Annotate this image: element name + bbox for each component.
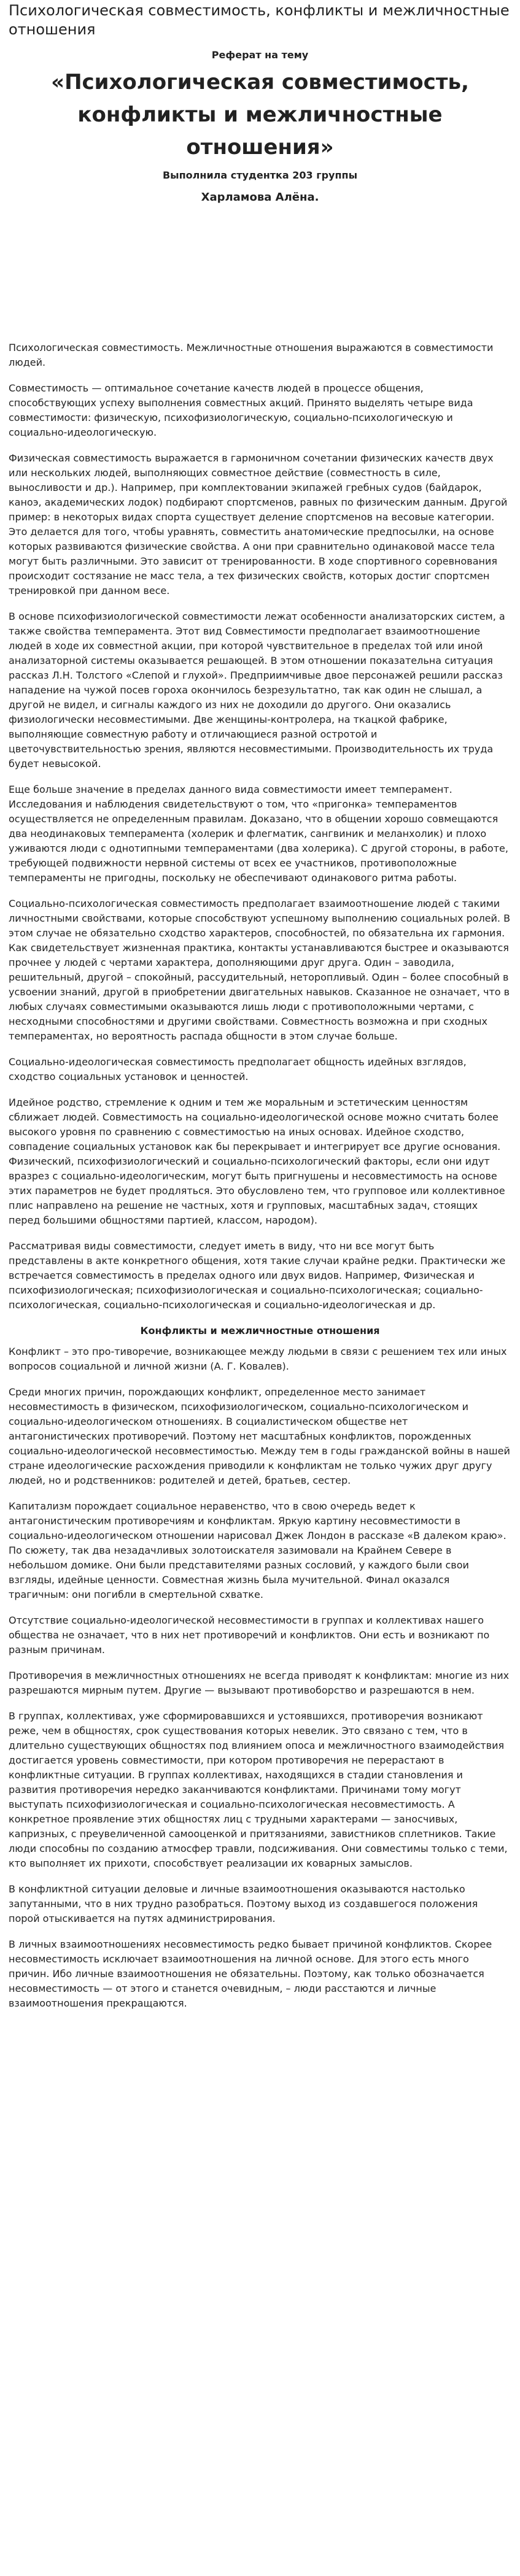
essay-performer: Выполнила студентка 203 группы <box>162 169 358 182</box>
page-title: Психологическая совместимость, конфликты и межличностные отношения <box>9 2 510 39</box>
paragraph: Социально-психологическая совместимость предполагает взаимоотношение людей с такими личностными свойствами, которые способствуют успешному выполнению социальных ролей. В этом случае не обязательно сходство характеров, способностей, по обязательна их гармония. Как свидетельствует жизненная практика, контакты устанавливаются быстрее и оказываются прочнее у людей с чертами характера, дополняющими друг друга. Один – заводила, решительный, другой – спокойный, рассудительный, неторопливый. Один – более способный в усвоении знаний, другой в приобретении двигательных навыков. Сказанное не означает, что в любых случаях совместимыми оказываются лишь люди с противоположными чертами, с несходными способностями и другими свойствами. Совместность возможна и при сходных темпераментах, но вероятность распада общности в этом случае больше. <box>9 898 511 1043</box>
paragraph: Физическая совместимость выражается в гармоничном сочетании физических качеств двух или нескольких людей, выполняющих совместное действие (совместность в силе, выносливости и др.). Например, при комплектовании экипажей гребных судов (байдарок, каноэ, академических лодок) подбирают спортсменов, равных по физическим данным. Другой пример: в некоторых видах спорта существует деление спортсменов на весовые категории. Это делается для того, чтобы уравнять, совместить анатомические предпосылки, на основе которых развиваются физические свойства. А они при сравнительно одинаковой массе тела могут быть различными. Это зависит от тренированности. В ходе спортивного соревнования происходит состязание не масс тела, а тех физических свойств, которых достиг спортсмен тренировкой при данном весе. <box>9 452 508 597</box>
paragraph: В конфликтной ситуации деловые и личные взаимоотношения оказываются настолько запутанными, что в них трудно разобраться. Поэтому выход из создавшегося положения порой отыскивается на путях администрирования. <box>9 1883 478 1925</box>
blank-spacer <box>9 212 511 328</box>
paragraph: В личных взаимоотношениях несовместимость редко бывает причиной конфликтов. Скорее несовместимость исключает взаимоотношения на личной основе. Для этого есть много причин. Ибо личные взаимоотношения не обязательны. Поэтому, как только обозначается несовместимость — от этого и станется очевидным, – люди расстаются и личные взаимоотношения прекращаются. <box>9 1938 492 2010</box>
document-section <box>9 341 511 1313</box>
document-section <box>9 1324 511 2011</box>
paragraph: Отсутствие социально-идеологической несовместимости в группах и коллективах нашего общества не означает, что в них нет противоречий и конфликтов. Они есть и возникают по разным причинам. <box>9 1614 490 1656</box>
paragraph: Среди многих причин, порождающих конфликт, определенное место занимает несовместимость в физическом, психофизиологическом, социально-психологическом и социально-идеологическом отношениях. В социалистическом обществе нет антагонистических противоречий. Поэтому нет масштабных конфликтов, порожденных социально-идеологической несовместимостью. Между тем в годы гражданской войны в нашей стране идеологические расхождения приводили к конфликтам не только чужих друг другу людей, но и родственников: родителей и детей, братьев, сестер. <box>9 1386 510 1487</box>
paragraph: В группах, коллективах, уже сформировавшихся и устоявшихся, противоречия возникают реже, чем в общностях, срок существования которых невелик. Это связано с тем, что в длительно существующих общностях под влиянием опоса и межличностного взаимодействия достигается уровень совместимости, при котором противоречия не перерастают в конфликтные ситуации. В группах коллективах, находящихся в стадии становления и развития противоречия нередко заканчиваются конфликтами. Причинами тому могут выступать психофизиологическая и социально-психологическая несовместимость. А конкретное проявление этих общностях лиц с трудными характерами — заносчивых, капризных, с преувеличенной самооценкой и притязаниями, завистников сплетников. Такие люди способны по созданию атмосфер травли, подсиживания. Они совместимы только с теми, кто выполняет их прихоти, способствует реализации их коварных замыслов. <box>9 1710 508 1870</box>
section-heading: Конфликты и межличностные отношения <box>140 1325 380 1337</box>
essay-author: Харламова Алёна. <box>201 191 319 204</box>
paragraph: Рассматривая виды совместимости, следует иметь в виду, что ни все могут быть представлены в акте конкретного общения, хотя такие случаи крайне редки. Практически же встречается совместимость в пределах одного или двух видов. Например, Физическая и психофизиологическая; психофизиологическая и социально-психологическая; социально-психологическая, социально-психологическая и социально-идеологическая и др. <box>9 1240 506 1311</box>
essay-subject-label: Реферат на тему <box>211 49 309 61</box>
paragraph: Психологическая совместимость. Межличностные отношения выражаются в совместимости людей. <box>9 342 494 369</box>
paragraph: Капитализм порождает социальное неравенство, что в свою очередь ведет к антагонистическим противоречиям и конфликтам. Яркую картину несовместимости в социально-идеологическом отношении нарисовал Джек Лондон в рассказе «В далеком краю». По сюжету, так два незадачливых золотоискателя зазимовали на Крайнем Севере в небольшом домике. Они были представителями разных сословий, у каждого были свои взгляды, идейные ценности. Совместная жизнь была мучительной. Финал оказался трагичным: они погибли в смертельной схватке. <box>9 1500 506 1601</box>
paragraph: Еще больше значение в пределах данного вида совместимости имеет темперамент. Исследования и наблюдения свидетельствуют о том, что «пригонка» темпераментов осуществляется не определенным правилам. Доказано, что в общении хорошо совмещаются два неодинаковых темперамента (холерик и флегматик, сангвиник и меланхолик) и плохо уживаются люди с однотипными темпераментами (два холерика). С другой стороны, в работе, требующей подвижности нервной системы от всех ее участников, противоположные темпераменты не пригодны, поскольку не обеспечивают одинакового ритма работы. <box>9 784 508 884</box>
document-body <box>9 341 511 2011</box>
paragraph: Противоречия в межличностных отношениях не всегда приводят к конфликтам: многие из них разрешаются мирным путем. Другие — вызывают противоборство и разрешаются в нем. <box>9 1670 510 1697</box>
paragraph: Идейное родство, стремление к одним и тем же моральным и эстетическим ценностям сближает людей. Совместимость на социально-идеологической основе можно считать более высокого уровня по сравнению с совместимостью на иных основах. Идейное сходство, совпадение социальных установок как бы перекрывает и интегрирует все другие основания. Физический, психофизиологический и социально-психологический факторы, если они идут вразрез с социально-идеологическим, могут быть пригнушены и несовместимость на основе этих параметров не будет продляться. Это обусловлено тем, что групповое или коллективное плис направлено на решение не частных, хотя и групповых, масштабных задач, стоящих перед большими общностями партией, классом, народом). <box>9 1097 505 1227</box>
paragraph: Конфликт – это про-тиворечие, возникающее между людьми в связи с решением тех или иных вопросов социальной и личной жизни (А. Г. Ковалев). <box>9 1346 507 1373</box>
paragraph: Совместимость — оптимальное сочетание качеств людей в процессе общения, способствующих успеху выполнения совместных акций. Принято выделять четыре вида совместимости: физическую, психофизиологическую, социально-психологическую и социально-идеологическую. <box>9 382 473 439</box>
paragraph: Социально-идеологическая совместимость предполагает общность идейных взглядов, сходство социальных установок и ценностей. <box>9 1056 467 1083</box>
paragraph: В основе психофизиологической совместимости лежат особенности анализаторских систем, а также свойства темперамента. Этот вид Совместимости предполагает взаимоотношение людей в ходе их совместной акции, при которой чувствительное в пределах той или иной анализаторной системы оказывается решающей. В этом отношении показательна ситуация рассказ Л.Н. Толстого «Слепой и глухой». Предприимчивые двое персонажей решили рассказ нападение на чужой посев гороха окончилось безрезультатно, так как один не слышал, а другой не видел, и сигналы каждого из них не доходили до другого. Они оказались физиологически несовместимыми. Две женщины-контролера, на ткацкой фабрике, выполняющие совместную работу и отличающиеся разной остротой и цветочувствительностью зрения, являются несовместимыми. Производительность их труда будет невысокой. <box>9 611 505 770</box>
essay-title: «Психологическая совместимость, конфликты и межличностные отношения» <box>51 70 469 160</box>
